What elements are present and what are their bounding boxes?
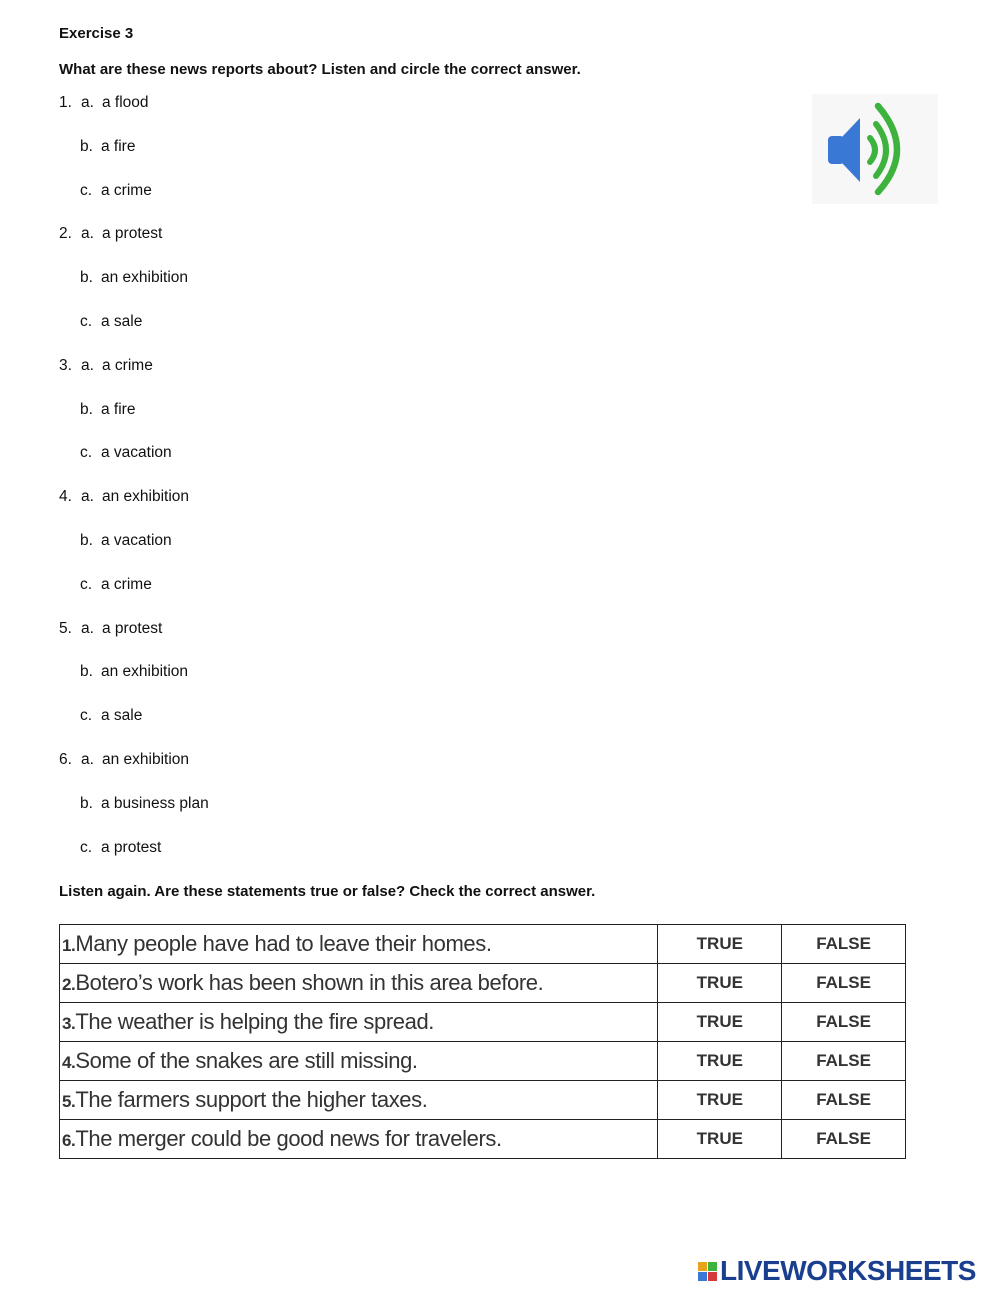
true-option[interactable]: TRUE	[658, 1042, 782, 1081]
instruction-circle: What are these news reports about? Listen and circle the correct answer.	[59, 61, 581, 78]
statement-cell	[60, 1120, 658, 1159]
option-letter: c.	[80, 313, 93, 330]
option-text: a protest	[101, 839, 162, 856]
table-row	[60, 964, 906, 1003]
false-option[interactable]: FALSE	[782, 1120, 906, 1159]
statement-number: 4.	[62, 1053, 76, 1072]
table-row	[60, 925, 906, 964]
option-letter: b.	[80, 138, 93, 155]
option-text: a fire	[101, 401, 136, 418]
option-text: a crime	[102, 357, 153, 374]
logo-text: LIVEWORKSHEETS	[720, 1255, 976, 1286]
statement-cell	[60, 1003, 658, 1042]
option-text: an exhibition	[101, 663, 189, 680]
statement-text: Many people have had to leave their homes.	[75, 931, 492, 956]
false-option[interactable]: FALSE	[782, 1003, 906, 1042]
statement-number: 1.	[62, 936, 76, 955]
option-text: a protest	[102, 225, 163, 242]
option-text: a crime	[101, 182, 152, 199]
question-number: 1.	[59, 94, 72, 111]
statement-text: The weather is helping the fire spread.	[75, 1009, 435, 1034]
true-option[interactable]: TRUE	[658, 1003, 782, 1042]
question-number: 4.	[59, 488, 72, 505]
option-text: a sale	[101, 707, 143, 724]
true-option[interactable]: TRUE	[658, 925, 782, 964]
answer-option[interactable]	[80, 795, 209, 813]
statement-number: 2.	[62, 975, 76, 994]
answer-option[interactable]	[59, 225, 162, 243]
answer-option[interactable]	[59, 751, 189, 769]
option-letter: a.	[81, 751, 94, 768]
statement-number: 3.	[62, 1014, 76, 1033]
question-number: 6.	[59, 751, 72, 768]
option-letter: c.	[80, 839, 93, 856]
false-option[interactable]: FALSE	[782, 964, 906, 1003]
option-text: a vacation	[101, 444, 172, 461]
option-letter: a.	[81, 357, 94, 374]
option-letter: c.	[80, 576, 93, 593]
option-letter: b.	[80, 401, 93, 418]
table-row	[60, 1003, 906, 1042]
option-text: an exhibition	[102, 751, 190, 768]
table-row	[60, 1042, 906, 1081]
option-letter: b.	[80, 532, 93, 549]
table-row	[60, 1120, 906, 1159]
option-letter: c.	[80, 707, 93, 724]
false-option[interactable]: FALSE	[782, 1042, 906, 1081]
true-option[interactable]: TRUE	[658, 1120, 782, 1159]
option-letter: b.	[80, 795, 93, 812]
answer-option[interactable]	[59, 357, 153, 375]
answer-option[interactable]	[80, 663, 188, 681]
option-text: a sale	[101, 313, 143, 330]
true-option[interactable]: TRUE	[658, 1081, 782, 1120]
answer-option[interactable]	[80, 576, 152, 594]
statement-cell	[60, 925, 658, 964]
answer-option[interactable]	[80, 269, 188, 287]
option-letter: c.	[80, 444, 93, 461]
statement-cell	[60, 964, 658, 1003]
table-row	[60, 1081, 906, 1120]
answer-option[interactable]	[80, 839, 161, 857]
answer-option[interactable]	[80, 182, 152, 200]
option-letter: a.	[81, 94, 94, 111]
true-option[interactable]: TRUE	[658, 964, 782, 1003]
question-number: 5.	[59, 620, 72, 637]
option-text: an exhibition	[101, 269, 189, 286]
exercise-title: Exercise 3	[59, 25, 134, 42]
answer-option[interactable]	[59, 488, 189, 506]
answer-option[interactable]	[80, 401, 135, 419]
option-letter: c.	[80, 182, 93, 199]
option-text: a vacation	[101, 532, 172, 549]
option-letter: b.	[80, 269, 93, 286]
option-letter: a.	[81, 225, 94, 242]
statement-text: The merger could be good news for travelers.	[75, 1126, 502, 1151]
answer-option[interactable]	[80, 313, 142, 331]
audio-player-button[interactable]	[812, 94, 938, 204]
answer-option[interactable]	[59, 94, 149, 112]
statement-number: 5.	[62, 1092, 76, 1111]
statement-cell	[60, 1081, 658, 1120]
logo-blocks	[698, 1262, 717, 1281]
answer-option[interactable]	[80, 707, 142, 725]
option-letter: a.	[81, 620, 94, 637]
question-number: 2.	[59, 225, 72, 242]
statement-text: The farmers support the higher taxes.	[75, 1087, 428, 1112]
answer-option[interactable]	[80, 138, 135, 156]
instruction-true-false: Listen again. Are these statements true or false? Check the correct answer.	[59, 883, 596, 900]
speaker-volume-icon[interactable]	[812, 94, 938, 204]
question-number: 3.	[59, 357, 72, 374]
answer-option[interactable]	[80, 444, 172, 462]
option-text: an exhibition	[102, 488, 190, 505]
liveworksheets-logo	[698, 1255, 976, 1287]
option-text: a business plan	[101, 795, 209, 812]
option-text: a protest	[102, 620, 163, 637]
option-text: a crime	[101, 576, 152, 593]
option-letter: b.	[80, 663, 93, 680]
option-text: a flood	[102, 94, 149, 111]
statement-text: Some of the snakes are still missing.	[75, 1048, 418, 1073]
statement-number: 6.	[62, 1131, 76, 1150]
false-option[interactable]: FALSE	[782, 925, 906, 964]
true-false-table	[59, 924, 906, 1159]
answer-option[interactable]	[59, 620, 162, 638]
statement-text: Botero’s work has been shown in this area before.	[75, 970, 544, 995]
statement-cell	[60, 1042, 658, 1081]
false-option[interactable]: FALSE	[782, 1081, 906, 1120]
option-letter: a.	[81, 488, 94, 505]
option-text: a fire	[101, 138, 136, 155]
answer-option[interactable]	[80, 532, 172, 550]
